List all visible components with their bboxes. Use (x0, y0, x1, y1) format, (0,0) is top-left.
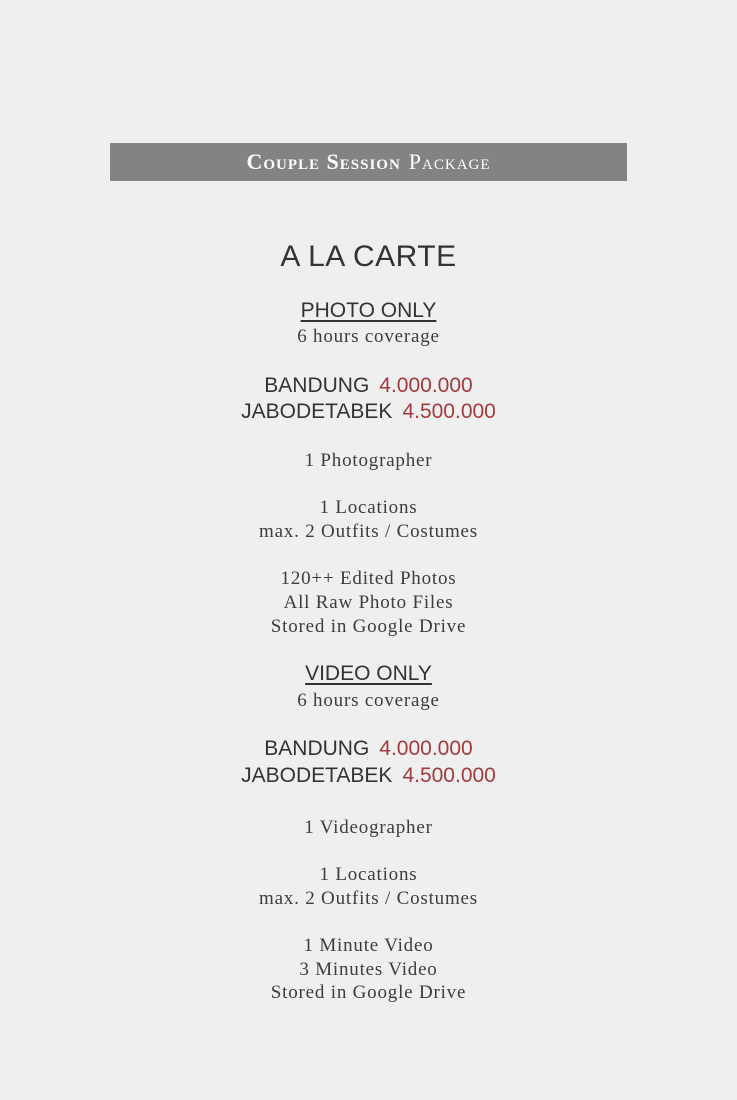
photo-section-heading (0, 299, 737, 323)
price-value: 4.000.000 (379, 737, 473, 760)
banner-title-bold: Couple Session (246, 149, 401, 174)
video-locations: 1 Locations (319, 864, 418, 885)
photo-price-bandung (0, 374, 737, 398)
photo-deliverable: Stored in Google Drive (270, 616, 467, 637)
photo-price-jabodetabek (0, 400, 737, 424)
city-name: JABODETABEK (241, 400, 393, 423)
photo-deliverable: 120++ Edited Photos (280, 568, 457, 589)
video-heading-text: VIDEO ONLY (305, 662, 432, 685)
photo-outfits: max. 2 Outfits / Costumes (259, 521, 478, 542)
price-value: 4.500.000 (402, 400, 496, 423)
video-section-heading (0, 662, 737, 686)
video-crew: 1 Videographer (304, 817, 433, 838)
city-name: BANDUNG (264, 737, 370, 760)
banner-title-rest: Package (408, 149, 491, 174)
page-title: A LA CARTE (280, 240, 457, 273)
city-name: BANDUNG (264, 374, 370, 397)
price-value: 4.000.000 (379, 374, 473, 397)
package-banner (110, 143, 627, 181)
video-deliverable: Stored in Google Drive (270, 982, 467, 1003)
photo-coverage: 6 hours coverage (297, 326, 440, 347)
photo-heading-text: PHOTO ONLY (300, 299, 437, 322)
photo-crew: 1 Photographer (304, 450, 433, 471)
photo-deliverable: All Raw Photo Files (283, 592, 454, 613)
video-deliverable: 1 Minute Video (303, 935, 434, 956)
video-coverage: 6 hours coverage (297, 690, 440, 711)
video-price-jabodetabek (0, 764, 737, 788)
city-name: JABODETABEK (241, 764, 393, 787)
video-price-bandung (0, 737, 737, 761)
price-value: 4.500.000 (402, 764, 496, 787)
video-deliverable: 3 Minutes Video (299, 959, 438, 980)
photo-locations: 1 Locations (319, 497, 418, 518)
video-outfits: max. 2 Outfits / Costumes (259, 888, 478, 909)
